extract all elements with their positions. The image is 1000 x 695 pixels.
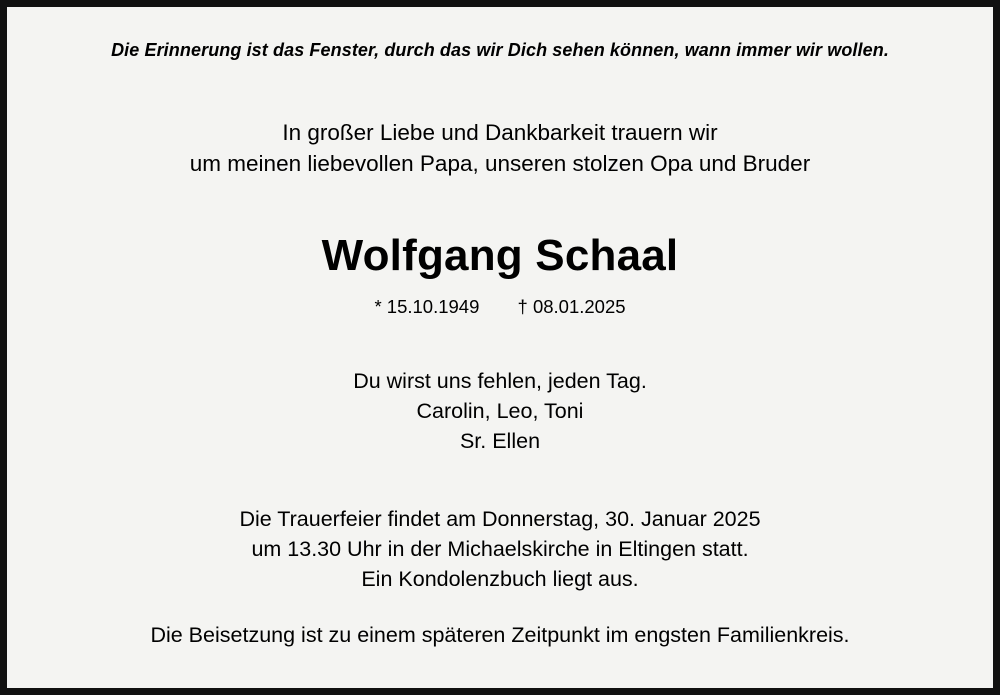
deceased-name: Wolfgang Schaal xyxy=(321,231,679,280)
memorial-quote: Die Erinnerung ist das Fenster, durch das wir Dich sehen können, wann immer wir wollen. xyxy=(111,40,889,60)
service-line-3: Ein Kondolenzbuch liegt aus. xyxy=(361,567,639,591)
birth-date: * 15.10.1949 xyxy=(374,296,480,317)
mourners-names: Carolin, Leo, Toni xyxy=(416,399,584,423)
service-line-1: Die Trauerfeier findet am Donnerstag, 30. Januar 2025 xyxy=(239,507,761,531)
funeral-service-details xyxy=(7,504,993,594)
burial-note: Die Beisetzung ist zu einem späteren Zeitpunkt im engsten Familienkreis. xyxy=(150,623,850,647)
farewell-text xyxy=(7,366,993,456)
farewell-line-1: Du wirst uns fehlen, jeden Tag. xyxy=(353,369,647,393)
life-dates xyxy=(7,296,993,318)
service-line-2: um 13.30 Uhr in der Michaelskirche in Eltingen statt. xyxy=(251,537,749,561)
intro-text xyxy=(7,117,993,179)
intro-line-2: um meinen liebevollen Papa, unseren stolzen Opa und Bruder xyxy=(189,151,811,176)
death-date: † 08.01.2025 xyxy=(517,296,626,317)
intro-line-1: In großer Liebe und Dankbarkeit trauern wir xyxy=(282,120,718,145)
mourner-sister: Sr. Ellen xyxy=(459,429,541,453)
